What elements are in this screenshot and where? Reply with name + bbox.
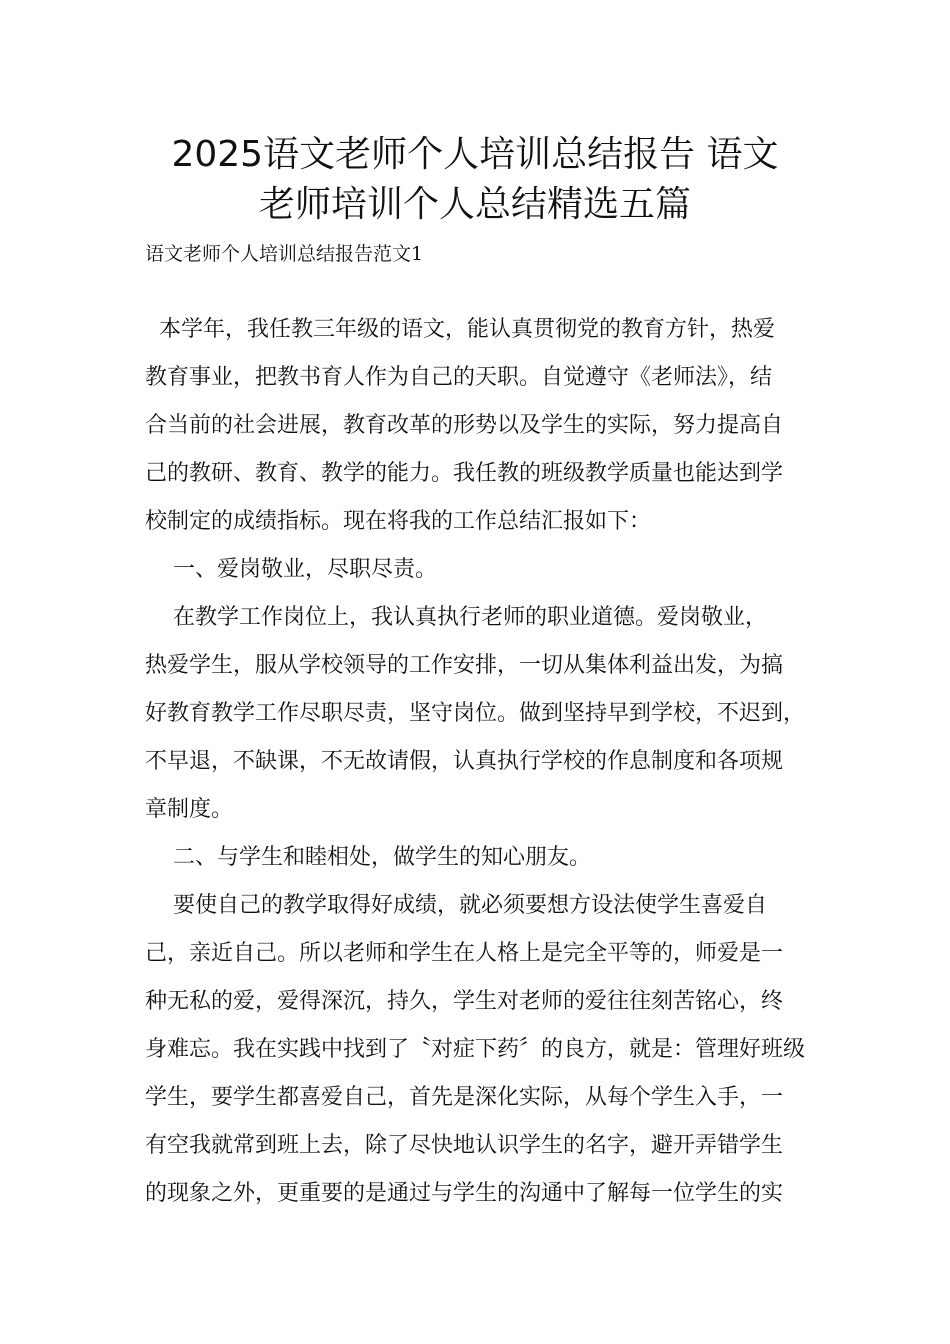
- document-title-line-1: 2025语文老师个人培训总结报告 语文: [171, 134, 779, 175]
- body-line: 章制度。: [145, 797, 234, 822]
- body-line: 学生，要学生都喜爱自己，首先是深化实际，从每个学生入手，一: [145, 1085, 784, 1110]
- body-line: 要使自己的教学取得好成绩，就必须要想方设法使学生喜爱自: [145, 893, 767, 918]
- body-line: 校制定的成绩指标。现在将我的工作总结汇报如下：: [145, 509, 652, 534]
- body-line: 身难忘。我在实践中找到了〝对症下药〞的良方，就是：管理好班级: [145, 1037, 806, 1062]
- body-line: 在教学工作岗位上，我认真执行老师的职业道德。爱岗敬业，: [145, 605, 767, 630]
- body-line: 教育事业，把教书育人作为自己的天职。自觉遵守《老师法》，结: [145, 365, 773, 390]
- section-heading: 二、与学生和睦相处，做学生的知心朋友。: [145, 845, 591, 870]
- section-subtitle: 语文老师个人培训总结报告范文1: [145, 243, 424, 265]
- body-line: 己，亲近自己。所以老师和学生在人格上是完全平等的，师爱是一: [145, 941, 784, 966]
- body-line: 有空我就常到班上去，除了尽快地认识学生的名字，避开弄错学生: [145, 1133, 784, 1158]
- section-heading: 一、爱岗敬业，尽职尽责。: [145, 557, 437, 582]
- body-line: 合当前的社会进展，教育改革的形势以及学生的实际，努力提高自: [145, 413, 784, 438]
- body-line: 热爱学生，服从学校领导的工作安排，一切从集体利益出发，为搞: [145, 653, 784, 678]
- body-line: 本学年，我任教三年级的语文，能认真贯彻党的教育方针，热爱: [145, 317, 775, 342]
- body-line: 己的教研、教育、教学的能力。我任教的班级教学质量也能达到学: [145, 461, 784, 486]
- body-line: 不早退，不缺课，不无故请假，认真执行学校的作息制度和各项规: [145, 749, 784, 774]
- body-line: 种无私的爱，爱得深沉，持久，学生对老师的爱往往刻苦铭心，终: [145, 989, 784, 1014]
- document-title-line-2: 老师培训个人总结精选五篇: [258, 184, 691, 225]
- body-line: 的现象之外，更重要的是通过与学生的沟通中了解每一位学生的实: [145, 1181, 784, 1206]
- body-line: 好教育教学工作尽职尽责，坚守岗位。做到坚持早到学校，不迟到，: [145, 701, 806, 726]
